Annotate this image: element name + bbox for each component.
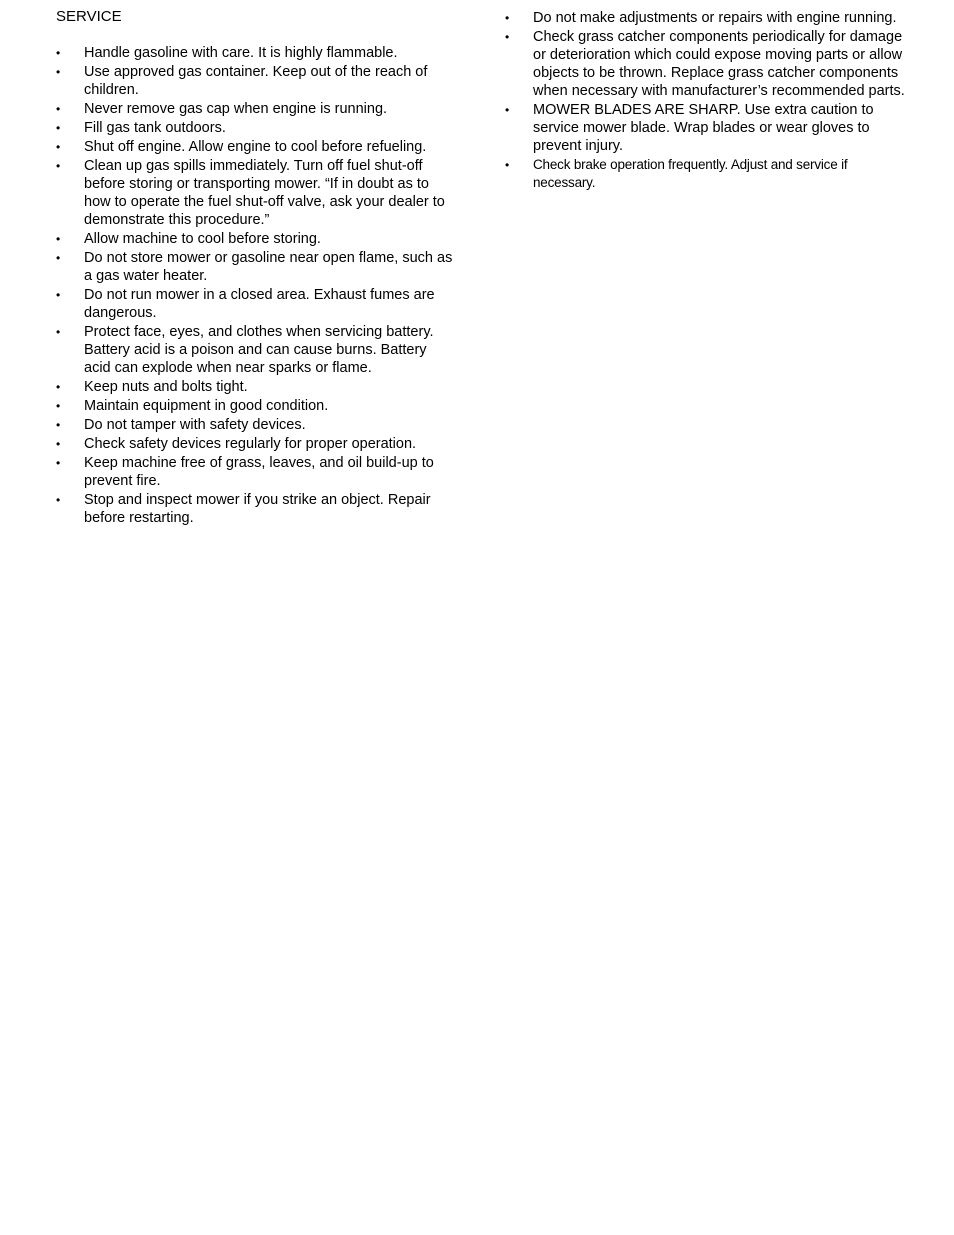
- bullet-icon: •: [56, 140, 61, 154]
- list-item-text: Allow machine to cool before storing.: [84, 231, 321, 247]
- list-item-text: Keep machine free of grass, leaves, and oil build-up to prevent fire.: [84, 455, 434, 489]
- list-item-text: Check grass catcher components periodically for damage or deterioration which could expose moving parts or allow objects to be thrown. Replace grass catcher components when necessary with manufacturer’s recommended parts.: [533, 29, 905, 99]
- list-item: [56, 230, 456, 248]
- bullet-icon: •: [56, 325, 61, 339]
- list-item: [505, 101, 905, 155]
- bullet-icon: •: [56, 102, 61, 116]
- service-list-right: [505, 9, 905, 192]
- bullet-icon: •: [56, 288, 61, 302]
- right-column: [505, 8, 905, 193]
- list-item: [56, 454, 456, 490]
- list-item-text: Do not make adjustments or repairs with engine running.: [533, 10, 897, 26]
- bullet-icon: •: [56, 399, 61, 413]
- bullet-icon: •: [56, 380, 61, 394]
- list-item-text: Never remove gas cap when engine is running.: [84, 101, 388, 117]
- bullet-icon: •: [505, 103, 510, 117]
- bullet-icon: •: [505, 158, 510, 172]
- list-item-text: Shut off engine. Allow engine to cool before refueling.: [84, 139, 427, 155]
- bullet-icon: •: [56, 418, 61, 432]
- bullet-icon: •: [56, 493, 61, 507]
- bullet-icon: •: [56, 251, 61, 265]
- list-item-text: Fill gas tank outdoors.: [84, 120, 226, 136]
- list-item: [56, 119, 456, 137]
- bullet-icon: •: [56, 65, 61, 79]
- list-item: [56, 286, 456, 322]
- list-item-text: Do not run mower in a closed area. Exhaust fumes are dangerous.: [84, 287, 435, 321]
- list-item: [56, 100, 456, 118]
- list-item-text: Do not store mower or gasoline near open flame, such as a gas water heater.: [84, 250, 453, 284]
- list-item-text: Maintain equipment in good condition.: [84, 398, 329, 414]
- list-item-text: Keep nuts and bolts tight.: [84, 379, 248, 395]
- bullet-icon: •: [56, 46, 61, 60]
- list-item: [505, 156, 905, 192]
- list-item-text: Do not tamper with safety devices.: [84, 417, 306, 433]
- list-item: [56, 44, 456, 62]
- list-item: [56, 378, 456, 396]
- list-item-text: Check brake operation frequently. Adjust and service if necessary.: [533, 157, 848, 190]
- bullet-icon: •: [505, 30, 510, 44]
- bullet-icon: •: [56, 121, 61, 135]
- list-item: [56, 323, 456, 377]
- bullet-icon: •: [56, 437, 61, 451]
- service-list-left: [56, 44, 456, 527]
- list-item-text: Check safety devices regularly for proper operation.: [84, 436, 417, 452]
- left-column: [56, 8, 456, 528]
- list-item-text: Protect face, eyes, and clothes when servicing battery. Battery acid is a poison and can cause burns. Battery acid can explode when near sparks or flame.: [84, 324, 434, 376]
- list-item-text: Use approved gas container. Keep out of the reach of children.: [84, 64, 428, 98]
- list-item: [505, 28, 905, 100]
- list-item: [56, 63, 456, 99]
- list-item-text: Handle gasoline with care. It is highly flammable.: [84, 45, 398, 61]
- list-item: [56, 491, 456, 527]
- bullet-icon: •: [505, 11, 510, 25]
- list-item: [56, 435, 456, 453]
- list-item: [56, 397, 456, 415]
- list-item-text: Stop and inspect mower if you strike an object. Repair before restarting.: [84, 492, 431, 526]
- bullet-icon: •: [56, 159, 61, 173]
- list-item: [56, 249, 456, 285]
- list-item-text: Clean up gas spills immediately. Turn off fuel shut-off before storing or transporting mower. “If in doubt as to how to operate the fuel shut-off valve, ask your dealer to demonstrate this procedure.”: [84, 158, 445, 228]
- list-item-text: MOWER BLADES ARE SHARP. Use extra caution to service mower blade. Wrap blades or wear gloves to prevent injury.: [533, 102, 874, 154]
- list-item: [56, 416, 456, 434]
- list-item: [505, 9, 905, 27]
- bullet-icon: •: [56, 232, 61, 246]
- bullet-icon: •: [56, 456, 61, 470]
- section-heading: SERVICE: [56, 8, 122, 25]
- list-item: [56, 138, 456, 156]
- list-item: [56, 157, 456, 229]
